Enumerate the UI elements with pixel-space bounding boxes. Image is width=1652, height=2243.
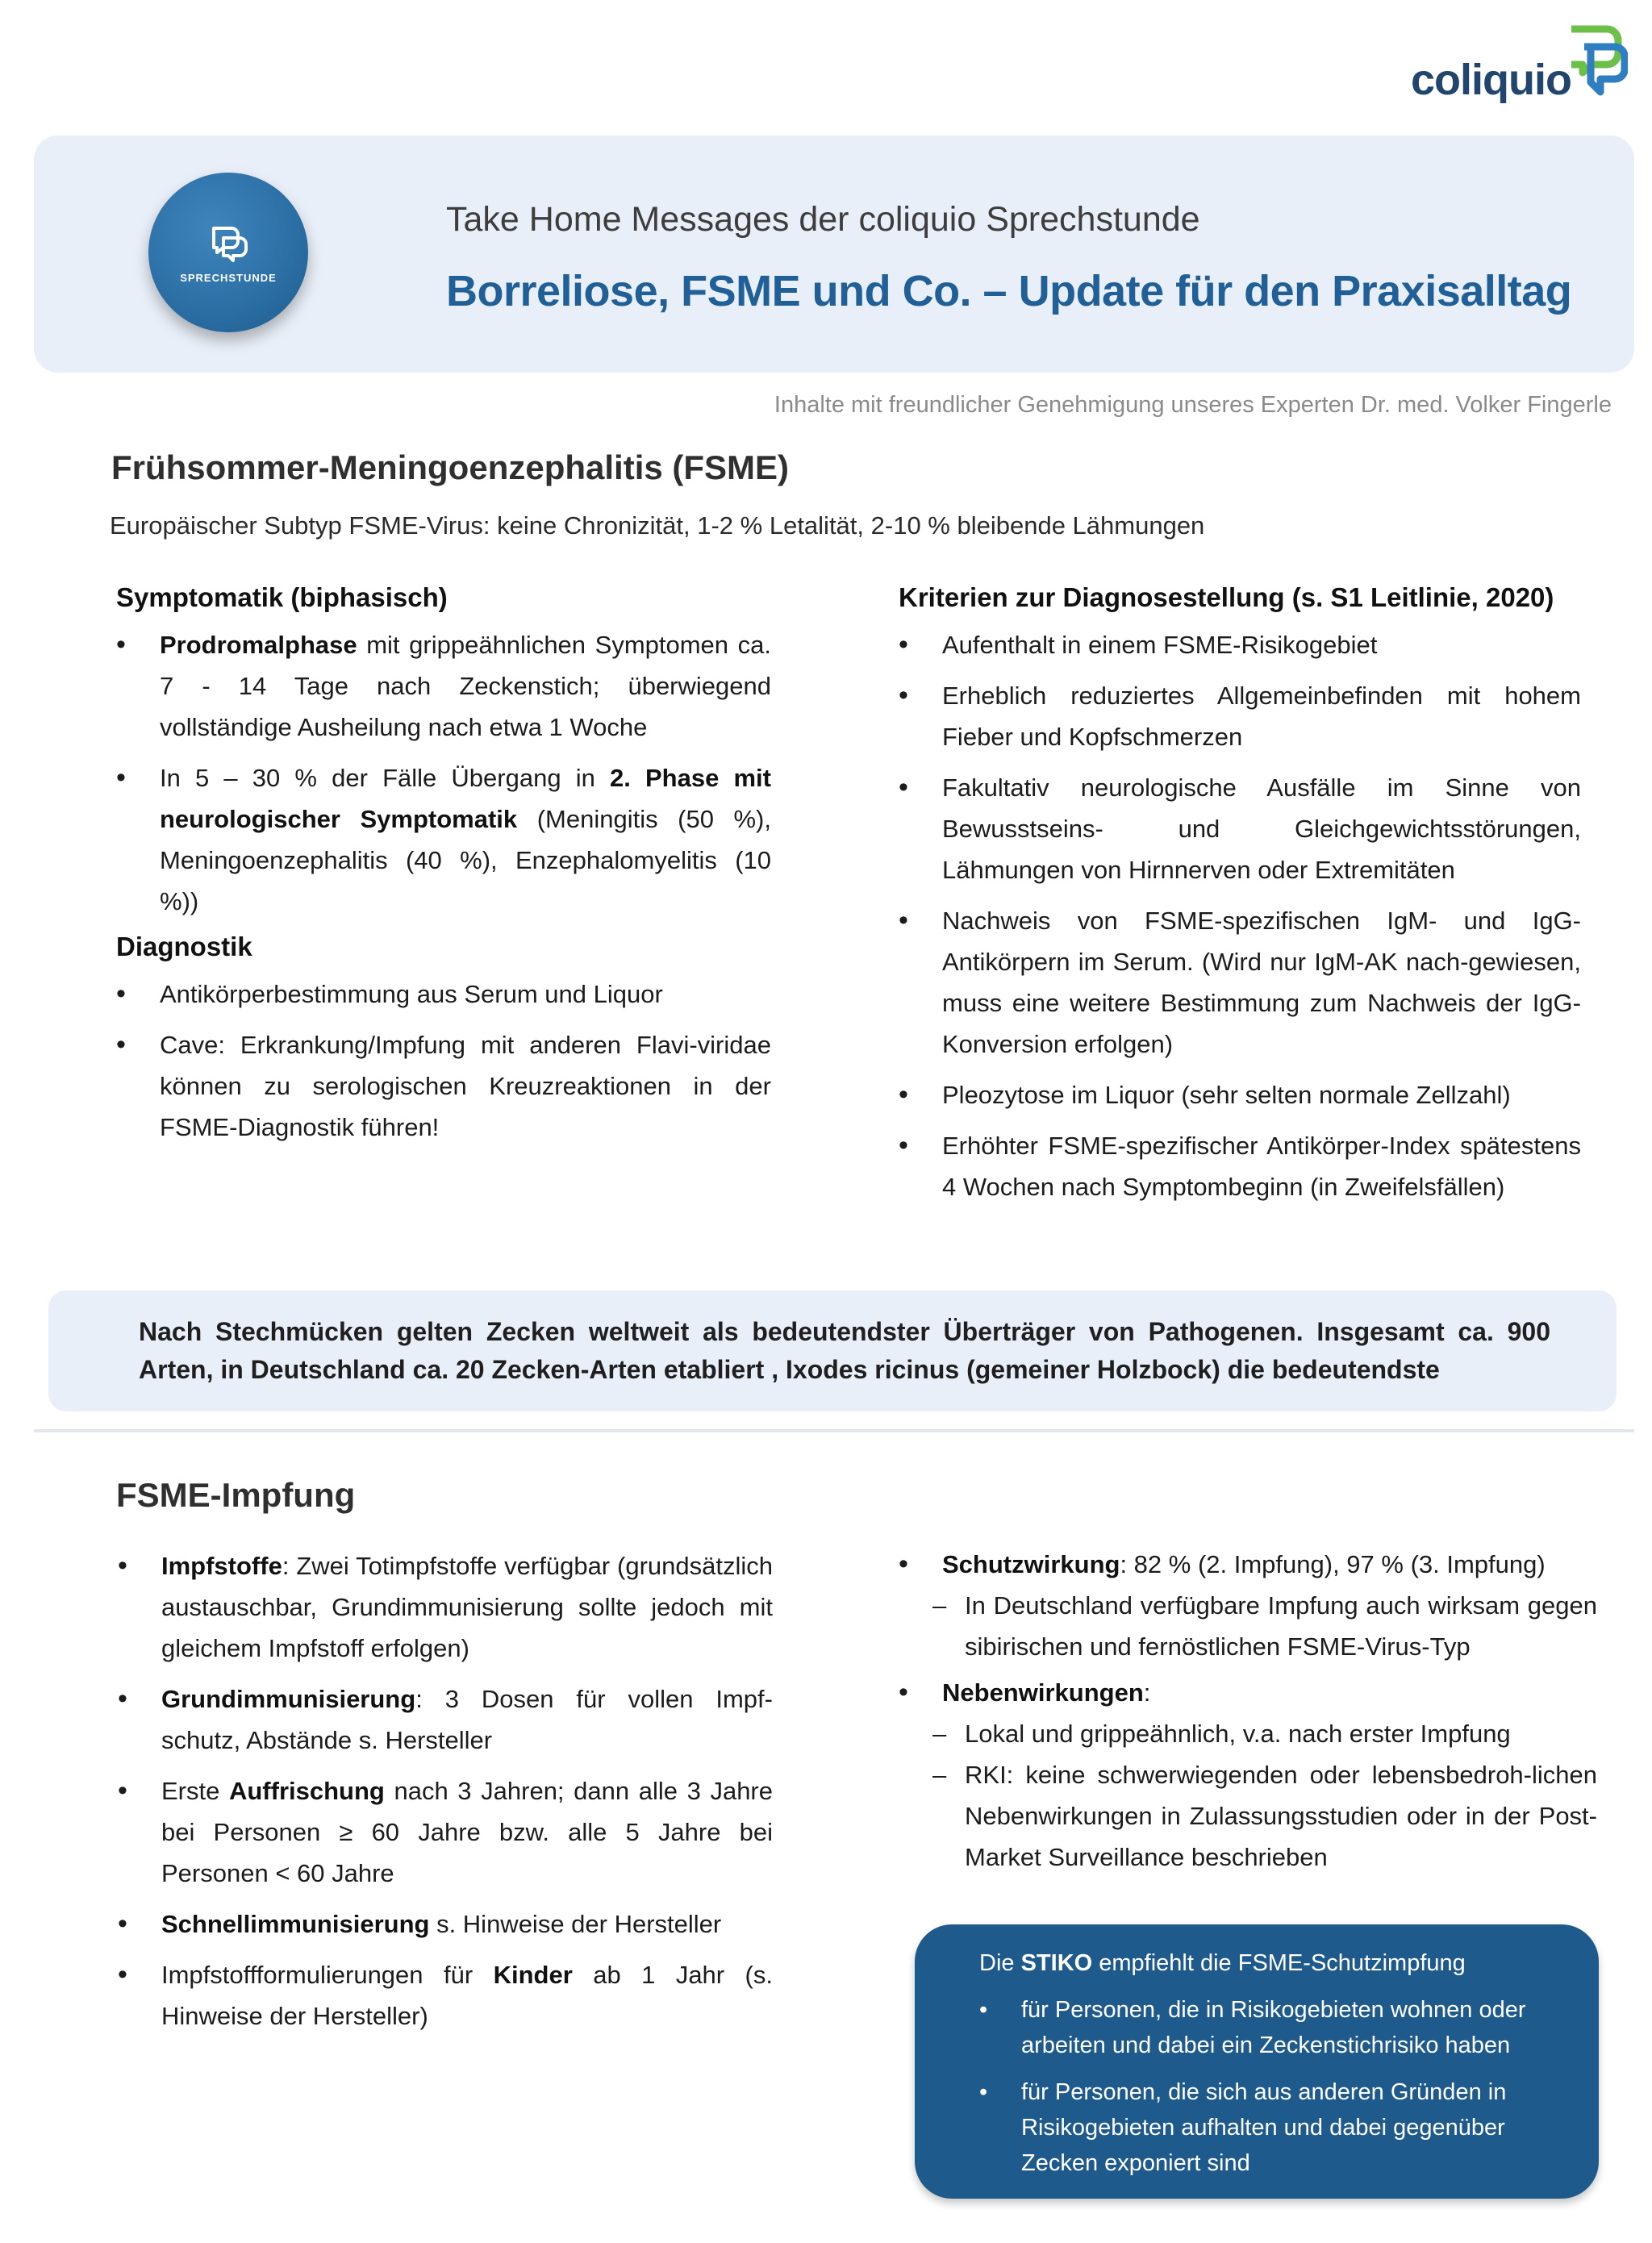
list-item: • Schutzwirkung: 82 % (2. Impfung), 97 % (3. Impfung) xyxy=(899,1544,1597,1585)
sprechstunde-badge xyxy=(148,173,308,332)
speech-bubble-icon xyxy=(1560,23,1628,97)
fsme-left-column xyxy=(116,582,771,1157)
list-item: • In 5 – 30 % der Fälle Übergang in 2. Phase mit neurologischer Symptomatik (Meningitis (50 %), Meningoenzephalitis (40 %), Enzephalomyelitis (10 %)) xyxy=(116,757,771,922)
list-item: • Erhöhter FSME-spezifischer Antikörper-Index spätestens 4 Wochen nach Symptombeginn (in Zweifelsfällen) xyxy=(899,1125,1581,1207)
impfung-heading: FSME-Impfung xyxy=(116,1476,356,1514)
chat-bubbles-icon xyxy=(207,222,249,264)
list-item: • für Personen, die in Risikogebieten wohnen oder arbeiten und dabei ein Zeckenstichrisiko haben xyxy=(979,1992,1550,2063)
impfung-left-column xyxy=(118,1545,773,2046)
stiko-recommendation-box xyxy=(915,1924,1599,2199)
list-item: • Fakultativ neurologische Ausfälle im Sinne von Bewusstseins- und Gleichgewichtsstörungen, Lähmungen von Hirnnerven oder Extremitäten xyxy=(899,767,1581,890)
list-item: • Prodromalphase mit grippeähnlichen Symptomen ca. 7 - 14 Tage nach Zeckenstich; überwiegend vollständige Ausheilung nach etwa 1 Woche xyxy=(116,624,771,748)
nebenwirkungen-list xyxy=(899,1672,1597,1713)
page-title: Borreliose, FSME und Co. – Update für den Praxisalltag xyxy=(446,267,1572,315)
list-item: • Aufenthalt in einem FSME-Risikogebiet xyxy=(899,624,1581,665)
list-item: • Nebenwirkungen: xyxy=(899,1672,1597,1713)
list-item: • Impfstoffformulierungen für Kinder ab 1 Jahr (s. Hinweise der Hersteller) xyxy=(118,1954,773,2037)
symptomatik-list xyxy=(116,624,771,922)
impfung-list xyxy=(118,1545,773,2037)
list-item: • Cave: Erkrankung/Impfung mit anderen Flavi-viridae können zu serologischen Kreuzreaktionen in der FSME-Diagnostik führen! xyxy=(116,1024,771,1148)
sub-list-item: – Lokal und grippeähnlich, v.a. nach erster Impfung xyxy=(932,1713,1597,1754)
section-divider xyxy=(34,1429,1634,1432)
list-item: • Pleozytose im Liquor (sehr selten normale Zellzahl) xyxy=(899,1074,1581,1115)
badge-label: SPRECHSTUNDE xyxy=(180,271,277,284)
list-item: • Erheblich reduziertes Allgemeinbefinden mit hohem Fieber und Kopfschmerzen xyxy=(899,675,1581,757)
list-item: • Schnellimmunisierung s. Hinweise der Hersteller xyxy=(118,1903,773,1945)
impfung-right-column xyxy=(899,1544,1597,1882)
symptomatik-heading: Symptomatik (biphasisch) xyxy=(116,582,448,612)
stiko-intro: Die STIKO empfiehlt die FSME-Schutzimpfung xyxy=(979,1950,1466,1976)
sub-list-item: – RKI: keine schwerwiegenden oder lebensbedroh-lichen Nebenwirkungen in Zulassungsstudien oder in der Post-Market Surveillance beschrieben xyxy=(932,1754,1597,1878)
diagnostik-list xyxy=(116,973,771,1148)
fsme-right-column xyxy=(899,582,1581,1217)
fsme-intro: Europäischer Subtyp FSME-Virus: keine Chronizität, 1-2 % Letalität, 2-10 % bleibende Lähmungen xyxy=(110,511,1205,540)
logo-wordmark: coliquio xyxy=(1411,56,1571,104)
list-item: • für Personen, die sich aus anderen Gründen in Risikogebieten aufhalten und dabei gegenüber Zecken exponiert sind xyxy=(979,2074,1550,2181)
nebenwirkungen-sublist xyxy=(932,1713,1597,1878)
fsme-heading: Frühsommer-Meningoenzephalitis (FSME) xyxy=(111,448,790,486)
list-item: • Antikörperbestimmung aus Serum und Liquor xyxy=(116,973,771,1015)
tick-fact-text: Nach Stechmücken gelten Zecken weltweit als bedeutendster Überträger von Pathogenen. Insgesamt ca. 900 Arten, in Deutschland ca. 20 Zecken-Arten etabliert , Ixodes ricinus (gemeiner Holzbock) die bedeutendste xyxy=(139,1317,1550,1384)
schutz-sublist xyxy=(932,1585,1597,1667)
list-item: • Grundimmunisierung: 3 Dosen für vollen Impf-schutz, Abstände s. Hersteller xyxy=(118,1678,773,1761)
kriterien-heading: Kriterien zur Diagnosestellung (s. S1 Leitlinie, 2020) xyxy=(899,582,1554,612)
list-item: • Impfstoffe: Zwei Totimpfstoffe verfügbar (grundsätzlich austauschbar, Grundimmunisierung sollte jedoch mit gleichem Impfstoff erfolgen) xyxy=(118,1545,773,1669)
diagnostik-heading: Diagnostik xyxy=(116,932,252,961)
coliquio-logo[interactable] xyxy=(1411,23,1628,102)
kriterien-list xyxy=(899,624,1581,1207)
list-item: • Nachweis von FSME-spezifischen IgM- und IgG-Antikörpern im Serum. (Wird nur IgM-AK nach-gewiesen, muss eine weitere Bestimmung zum Nachweis der IgG-Konversion erfolgen) xyxy=(899,900,1581,1065)
schutz-list xyxy=(899,1544,1597,1585)
list-item: • Erste Auffrischung nach 3 Jahren; dann alle 3 Jahre bei Personen ≥ 60 Jahre bzw. alle 5 Jahre bei Personen < 60 Jahre xyxy=(118,1770,773,1894)
expert-credit: Inhalte mit freundlicher Genehmigung unseres Experten Dr. med. Volker Fingerle xyxy=(774,392,1612,418)
header-subtitle: Take Home Messages der coliquio Sprechstunde xyxy=(446,200,1200,239)
stiko-list xyxy=(979,1992,1550,2181)
sub-list-item: – In Deutschland verfügbare Impfung auch wirksam gegen sibirischen und fernöstlichen FSME-Virus-Typ xyxy=(932,1585,1597,1667)
